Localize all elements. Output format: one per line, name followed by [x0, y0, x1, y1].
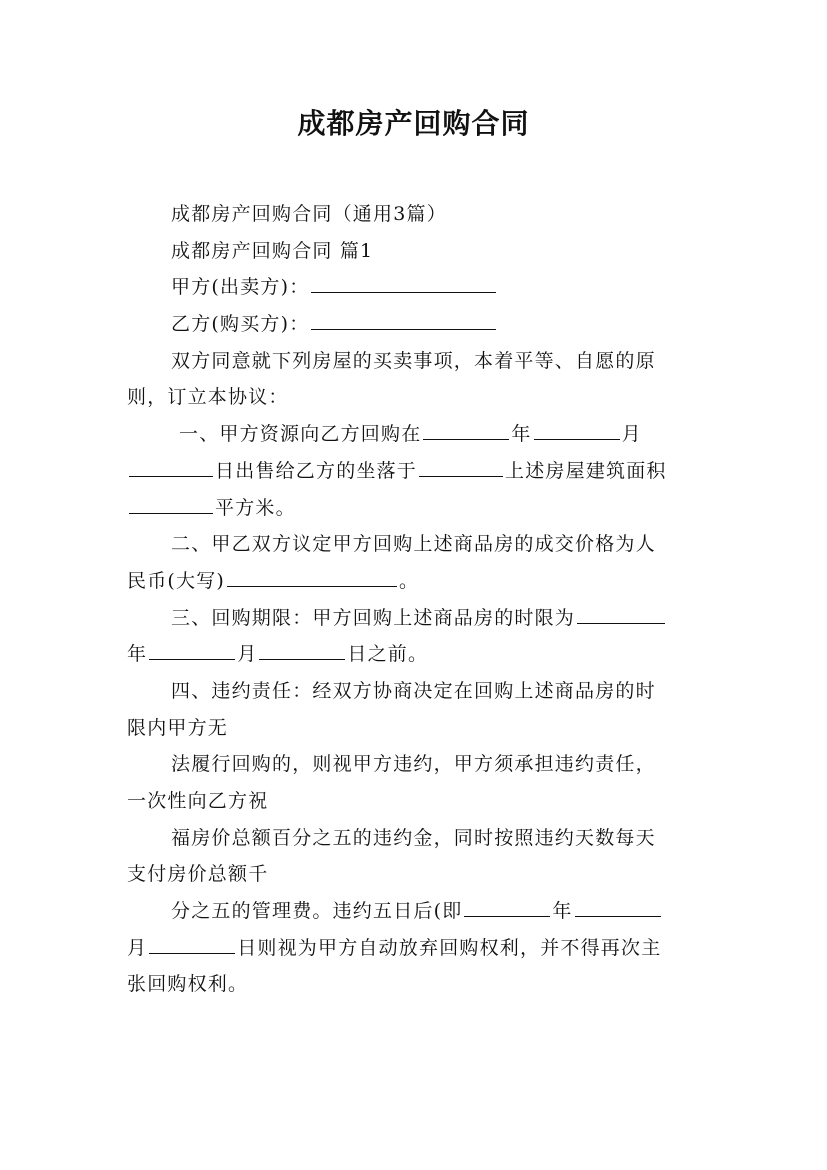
clause-4-line-8: [127, 930, 709, 967]
clause-4-text-4: 一次性向乙方祝: [127, 790, 269, 812]
clause-3-text-d: 日之前。: [347, 643, 429, 666]
month-blank: [534, 438, 620, 440]
clause-4-line-2: [127, 710, 709, 747]
deadline-day-blank: [259, 658, 345, 660]
clause-1-line-3: [127, 490, 709, 527]
section-heading: 成都房产回购合同 篇1: [171, 239, 374, 262]
subtitle-line: [127, 196, 709, 233]
clause-4-text-7b: 年: [552, 900, 573, 923]
intro-line-2: [127, 379, 709, 416]
clause-4-text-1: 四、违约责任：经双方协商决定在回购上述商品房的时: [171, 679, 656, 702]
price-blank: [227, 585, 397, 587]
clause-3-line-1: [127, 600, 709, 637]
clause-1-text-e: 上述房屋建筑面积: [505, 459, 667, 482]
clause-2-line-1: [127, 526, 709, 563]
clause-4-line-6: [127, 856, 709, 893]
clause-3-line-2: [127, 636, 709, 673]
clause-1-line-1: [127, 416, 709, 453]
clause-2-text-b: 。: [399, 569, 420, 592]
document-body: [127, 196, 709, 1003]
clause-1-line-2: [127, 453, 709, 490]
clause-4-text-2: 限内甲方无: [127, 716, 229, 739]
forfeit-day-blank: [149, 952, 235, 954]
intro-text-1: 双方同意就下列房屋的买卖事项，本着平等、自愿的原: [171, 349, 656, 372]
deadline-year-blank: [577, 622, 665, 624]
intro-text-2: 则，订立本协议：: [127, 386, 289, 409]
party-a-label: 甲方(出卖方)：: [171, 276, 310, 299]
year-blank: [423, 438, 509, 440]
clause-4-text-6: 支付房价总额千: [127, 863, 269, 886]
clause-1-text-a: 一、甲方资源向乙方回购在: [179, 423, 422, 446]
clause-1-year: 年: [511, 423, 532, 446]
deadline-month-blank: [149, 658, 235, 660]
clause-3-year: 年: [127, 643, 148, 666]
clause-4-text-5: 福房价总额百分之五的违约金，同时按照违约天数每天: [171, 826, 656, 849]
clause-2-text-a: 民币(大写): [127, 569, 226, 592]
section-heading-line: [127, 233, 709, 270]
clause-4-line-1: [127, 673, 709, 710]
party-b-blank: [311, 328, 496, 330]
location-blank: [419, 475, 503, 477]
clause-4-line-3: [127, 746, 709, 783]
forfeit-year-blank: [464, 915, 550, 917]
clause-4-line-4: [127, 783, 709, 820]
forfeit-month-blank: [575, 915, 661, 917]
clause-1-text-d: 日出售给乙方的坐落于: [215, 459, 418, 482]
clause-3-month: 月: [237, 643, 258, 666]
clause-2-line-2: [127, 563, 709, 600]
area-blank: [129, 512, 213, 514]
clause-2-text-1: 二、甲乙双方议定甲方回购上述商品房的成交价格为人: [171, 533, 656, 556]
party-b-label: 乙方(购买方)：: [171, 313, 310, 336]
subtitle: 成都房产回购合同（通用3篇）: [171, 203, 447, 225]
clause-4-line-5: [127, 820, 709, 857]
clause-4-text-8b: 日则视为甲方自动放弃回购权利，并不得再次主: [237, 936, 662, 959]
clause-3-text-a: 三、回购期限：甲方回购上述商品房的时限为: [171, 606, 576, 629]
clause-4-text-7a: 分之五的管理费。违约五日后(即: [171, 900, 463, 923]
clause-4-line-7: [127, 893, 709, 930]
party-a-line: [127, 269, 709, 306]
clause-4-text-9: 张回购权利。: [127, 973, 249, 996]
document-title: 成都房产回购合同: [297, 107, 530, 140]
clause-4-text-8a: 月: [127, 936, 148, 959]
clause-4-text-3: 法履行回购的，则视甲方违约，甲方须承担违约责任，: [171, 753, 656, 776]
party-a-blank: [311, 291, 496, 293]
day-blank: [129, 475, 213, 477]
party-b-line: [127, 306, 709, 343]
intro-line-1: [127, 343, 709, 380]
clause-4-line-9: [127, 966, 709, 1003]
clause-1-month: 月: [621, 423, 642, 446]
clause-1-text-f: 平方米。: [215, 496, 296, 519]
